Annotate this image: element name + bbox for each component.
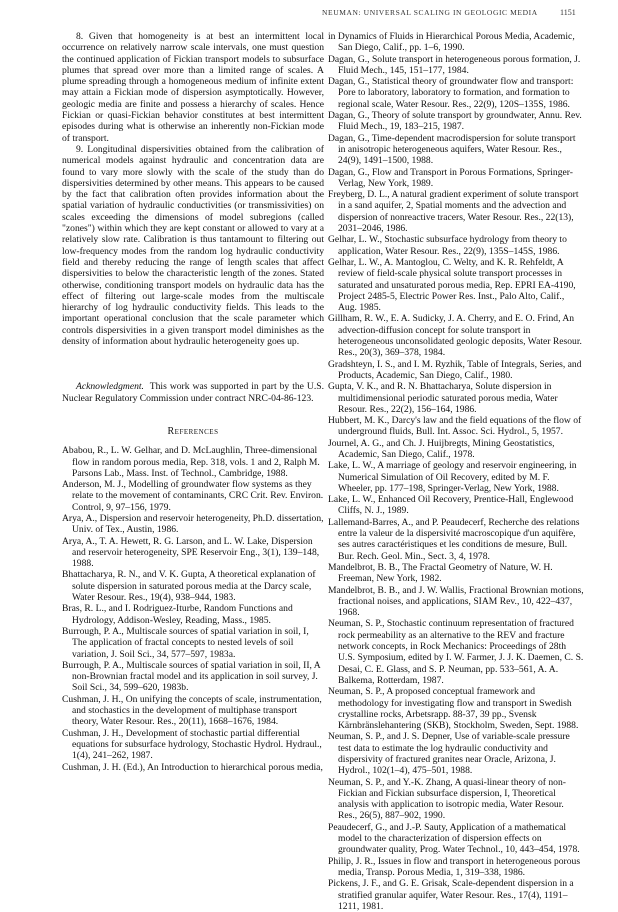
acknowledgment-label: Acknowledgment. bbox=[76, 381, 144, 393]
reference-entry: in Dynamics of Fluids in Hierarchical Porous Media, Academic, San Diego, Calif., pp. 1–6, 1990. bbox=[328, 31, 575, 54]
reference-entry: Gelhar, L. W., Stochastic subsurface hydrology from theory to application, Water Resour. Res., 22(9), 135S–145S, 1986. bbox=[328, 234, 567, 257]
reference-entry: Ababou, R., L. W. Gelhar, and D. McLaughlin, Three-dimensional flow in random porous media, Rep. 318, vols. 1 and 2, Ralph M. Parsons Lab., Mass. Inst. of Technol., Cambridge, 1988. bbox=[62, 445, 320, 479]
reference-entry: Burrough, P. A., Multiscale sources of spatial variation in soil, I, The application of fractal concepts to nested levels of soil variation, J. Soil Sci., 34, 577–597, 1983a. bbox=[62, 625, 309, 660]
reference-entry: Dagan, G., Theory of solute transport by groundwater, Annu. Rev. Fluid Mech., 19, 183–215, 1987. bbox=[328, 110, 582, 133]
reference-entry: Neuman, S. P., and J. S. Depner, Use of variable-scale pressure test data to estimate the log hydraulic conductivity and dispersivity of fractured granites near Oracle, Arizona, J. Hydrol., 102(1–4), 475–501, 1988. bbox=[328, 731, 570, 777]
reference-entry: Cushman, J. H., Development of stochastic partial differential equations for subsurface hydrology, Stochastic Hydrol. Hydraul., 1(4), 241–262, 1987. bbox=[62, 727, 322, 762]
reference-entry: Philip, J. R., Issues in flow and transport in heterogeneous porous media, Transp. Porous Media, 1, 319–338, 1986. bbox=[328, 855, 581, 878]
reference-entry: Bras, R. L., and I. Rodriguez-Iturbe, Random Functions and Hydrology, Addison-Wesley, Reading, Mass., 1985. bbox=[62, 603, 293, 626]
references-list-right bbox=[328, 31, 584, 912]
left-column bbox=[62, 31, 324, 773]
reference-entry: Lallemand-Barres, A., and P. Peaudecerf, Recherche des relations entre la valeur de la dispersivité macroscopique d'un aquifère, ses autres caractéristiques et les conditions de mesure, Bull. Bur. Rech. Geol. Min., Sect. 3, 4, 1978. bbox=[328, 516, 580, 562]
reference-entry: Arya, A., T. A. Hewett, R. G. Larson, and L. W. Lake, Dispersion and reservoir heterogeneity, SPE Reservoir Eng., 3(1), 139–148, 1988. bbox=[62, 535, 320, 570]
reference-entry: Lake, L. W., A marriage of geology and reservoir engineering, in Numerical Simulation of Oil Recovery, edited by M. F. Wheeler, pp. 177–198, Springer-Verlag, New York, 1988. bbox=[328, 460, 577, 494]
reference-entry: Neuman, S. P., and Y.-K. Zhang, A quasi-linear theory of non-Fickian and Fickian subsurface dispersion, I, Theoretical analysis with application to isotropic media, Water Resour. Res., 26(5), 887–902, 1990. bbox=[328, 776, 566, 822]
reference-entry: Gillham, R. W., E. A. Sudicky, J. A. Cherry, and E. O. Frind, An advection-diffusion concept for solute transport in heterogeneous unconsolidated geologic deposits, Water Resour. Res., 20(3), 369–378, 1984. bbox=[328, 313, 582, 359]
reference-entry: Hubbert, M. K., Darcy's law and the field equations of the flow of underground fluids, Bull. Int. Assoc. Sci. Hydrol., 5, 1957. bbox=[328, 415, 582, 438]
reference-entry: Gupta, V. K., and R. N. Bhattacharya, Solute dispersion in multidimensional periodic saturated porous media, Water Resour. Res., 22(2), 156–164, 1986. bbox=[328, 381, 558, 415]
reference-entry: Journel, A. G., and Ch. J. Huijbregts, Mining Geostatistics, Academic, San Diego, Calif., 1978. bbox=[328, 437, 555, 460]
reference-entry: Neuman, S. P., Stochastic continuum representation of fractured rock permeability as an alternative to the REV and fracture network concepts, in Rock Mechanics: Proceedings of 28th U.S. Symposium, edited by I. W. Farmer, J. J. K. Daemen, C. S. Desai, C. E. Glass, and S. P. Neuman, pp. 533–561, A. A. Balkema, Rotterdam, 1987. bbox=[328, 618, 584, 686]
reference-entry: Gelhar, L. W., A. Mantoglou, C. Welty, and K. R. Rehfeldt, A review of field-scale physical solute transport processes in saturated and unsaturated porous media, Rep. EPRI EA-4190, Project 2485-5, Electric Power Res. Inst., Palo Alto, Calif., Aug. 1985. bbox=[328, 256, 576, 314]
reference-entry: Cushman, J. H. (Ed.), An Introduction to hierarchical porous media, bbox=[62, 761, 323, 773]
paragraph-8: 8. Given that homogeneity is at best an intermittent local occurrence on relatively narrow scale intervals, one must question the continued application of Fickian transport models to subsurface plumes that spread over more than a limited range of scales. A plume spreading through a homogeneous medium of infinite extent may attain a Fickian mode of dispersion asymptotically. However, geologic media are finite and possess a hierarchy of scales. Hence Fickian or quasi-Fickian behavior constitutes at best intermittent episodes during what is otherwise an inherently non-Fickian mode of transport. bbox=[62, 31, 324, 144]
reference-entry: Bhattacharya, R. N., and V. K. Gupta, A theoretical explanation of solute dispersion in saturated porous media at the Darcy scale, Water Resour. Res., 19(4), 938–944, 1983. bbox=[62, 569, 316, 604]
paragraph-9: 9. Longitudinal dispersivities obtained from the calibration of numerical models against hydraulic and concentration data are found to vary more slowly with the scale of the study than do dispersivities determined by other means. This appears to be caused by the fact that calibration often provides information about the spatial variation of hydraulic conductivities (or transmissivities) on scales exceeding the dimensions of model subregions (called "zones") within which they are kept constant or allowed to vary at a relatively slow rate. Calibration is thus tantamount to filtering out low-frequency modes from the random log hydraulic conductivity field and thereby reducing the range of length scales that affect dispersivities to below the characteristic length of the zones. Stated otherwise, conditioning transport models on hydraulic data has the effect of filtering out large-scale modes from the multiscale hierarchy of log hydraulic conductivity fields. This leads to the important operational conclusion that the scale parameter which controls dispersivities in a given transport model diminishes as the density of information about hydraulic heterogeneity goes up. bbox=[62, 143, 324, 348]
reference-entry: Mandelbrot, B. B., and J. W. Wallis, Fractional Brownian motions, fractional noises, and applications, SIAM Rev., 10, 422–437, 1968. bbox=[328, 584, 584, 619]
reference-entry: Arya, A., Dispersion and reservoir heterogeneity, Ph.D. dissertation, Univ. of Tex., Austin, 1986. bbox=[62, 512, 324, 536]
reference-entry: Cushman, J. H., On unifying the concepts of scale, instrumentation, and stochastics in the development of multiphase transport theory, Water Resour. Res., 20(11), 1668–1676, 1984. bbox=[62, 693, 322, 728]
right-column bbox=[328, 31, 584, 912]
reference-entry: Pickens, J. F., and G. E. Grisak, Scale-dependent dispersion in a stratified granular aquifer, Water Resour. Res., 17(4), 1191–1211, 1981. bbox=[328, 878, 574, 912]
page-number: 1151 bbox=[560, 8, 576, 17]
running-header: NEUMAN: UNIVERSAL SCALING IN GEOLOGIC MEDIA bbox=[322, 8, 538, 17]
reference-entry: Neuman, S. P., A proposed conceptual framework and methodology for investigating flow and transport in Swedish crystalline rocks, Arbetsrapp. 88-37, 39 pp., Svensk Kärnbränslehantering (SKB), Stockholm, Sweden, Sept. 1988. bbox=[328, 686, 579, 732]
reference-entry: Peaudecerf, G., and J.-P. Sauty, Application of a mathematical model to the characterization of dispersion effects on groundwater quality, Prog. Water Technol., 10, 443–454, 1978. bbox=[328, 821, 580, 856]
reference-entry: Anderson, M. J., Modelling of groundwater flow systems as they relate to the movement of contaminants, CRC Crit. Rev. Environ. Control, 9, 97–156, 1979. bbox=[62, 479, 324, 513]
reference-entry: Dagan, G., Flow and Transport in Porous Formations, Springer-Verlag, New York, 1989. bbox=[328, 166, 573, 189]
references-heading: References bbox=[167, 425, 219, 437]
acknowledgment bbox=[62, 381, 324, 404]
reference-entry: Dagan, G., Statistical theory of groundwater flow and transport: Pore to laboratory, laboratory to formation, and formation to regional scale, Water Resour. Res., 22(9), 120S–135S, 1986. bbox=[328, 76, 574, 110]
reference-entry: Dagan, G., Time-dependent macrodispersion for solute transport in anisotropic heterogeneous aquifers, Water Resour. Res., 24(9), 1491–1500, 1988. bbox=[328, 132, 576, 167]
references-list-left bbox=[62, 445, 324, 773]
reference-entry: Lake, L. W., Enhanced Oil Recovery, Prentice-Hall, Englewood Cliffs, N. J., 1989. bbox=[328, 494, 574, 517]
reference-entry: Burrough, P. A., Multiscale sources of spatial variation in soil, II, A non-Brownian fractal model and its application in soil survey, J. Soil Sci., 34, 599–620, 1983b. bbox=[62, 659, 321, 694]
reference-entry: Dagan, G., Solute transport in heterogeneous porous formation, J. Fluid Mech., 145, 151–177, 1984. bbox=[328, 53, 581, 76]
acknowledgment-text: This work was supported in part by the U.S. Nuclear Regulatory Commission under contract NRC-04-86-123. bbox=[62, 381, 324, 404]
reference-entry: Freyberg, D. L., A natural gradient experiment of solute transport in a sand aquifer, 2, Spatial moments and the advection and dispersion of nonreactive tracers, Water Resour. Res., 22(13), 2031–2046, 1986. bbox=[328, 189, 579, 235]
reference-entry: Mandelbrot, B. B., The Fractal Geometry of Nature, W. H. Freeman, New York, 1982. bbox=[328, 561, 553, 585]
reference-entry: Gradshteyn, I. S., and I. M. Ryzhik, Table of Integrals, Series, and Products, Academic, San Diego, Calif., 1980. bbox=[328, 358, 582, 381]
